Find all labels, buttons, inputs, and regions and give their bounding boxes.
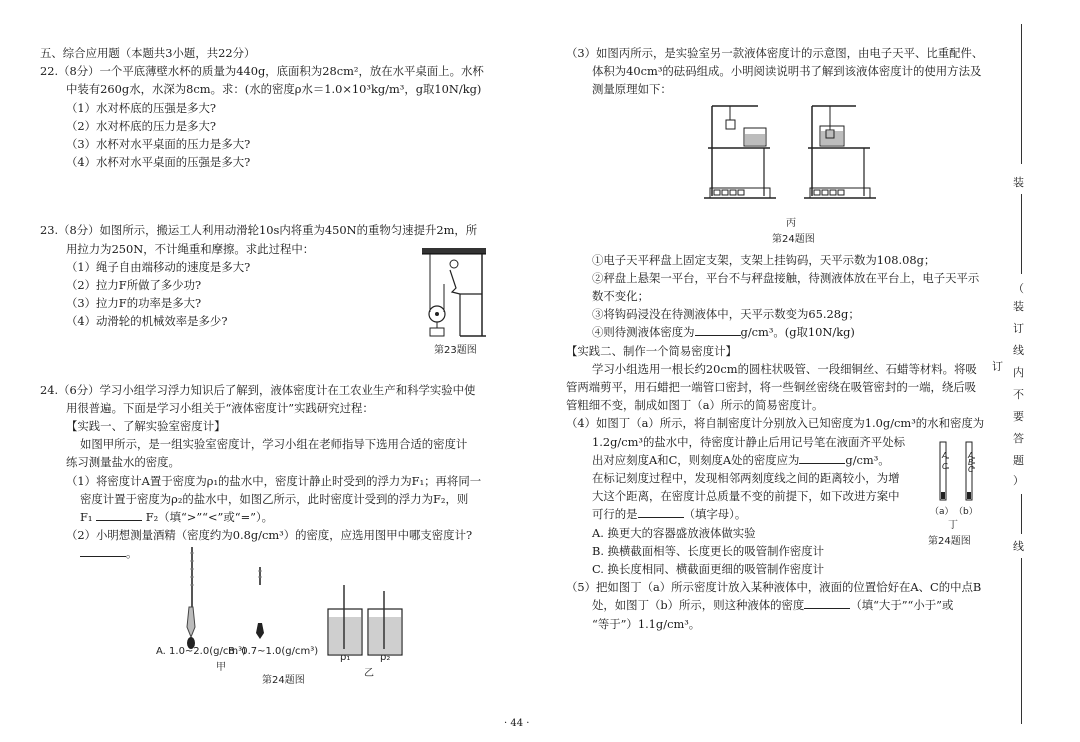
q24-4-f-pre: 可行的是 (592, 507, 638, 522)
binding-char-5: 不 (1013, 388, 1024, 401)
pulley-figure (420, 244, 490, 340)
practice-two-para: 学习小组选用一根长约20cm的圆柱状吸管、一段细铜丝、石蜡等材料。将吸 (592, 361, 977, 376)
q23-stem: 23.（8分）如图所示，搬运工人利用动滑轮10s内将重为450N的重物匀速提升2m，所 (40, 223, 478, 238)
q22-stem-cont: 中装有260g水，水深为8cm。求：(水的密度ρ水＝1.0×10³kg/m³，g取10N/kg) (66, 82, 482, 97)
fig23-caption: 第23题图 (434, 345, 477, 356)
label-b-right: B (968, 458, 974, 467)
fig24-rho2: ρ₂ (380, 652, 391, 663)
label-c-left: C (942, 462, 948, 471)
q24-4-f-post: （填字母）。 (683, 507, 747, 522)
q24-5-text: （5）把如图丁（a）所示密度计放入某种液体中，液面的位置恰好在A、C的中点B (566, 580, 982, 595)
fig24-caption-right: 第24题图 (772, 234, 815, 245)
binding-char-1: 装 (1013, 300, 1024, 313)
practice-one-heading: 【实践一、了解实验室密度计】 (66, 419, 226, 434)
q24-1-text-cont: 密度计置于密度为ρ₂的盐水中，如图乙所示，此时密度计受到的浮力为F₂，则 (80, 491, 469, 506)
fig24-label-a: A. 1.0~2.0(g/cm³) (156, 646, 246, 657)
q24-1-blank[interactable] (96, 508, 142, 521)
q24-4-text: （4）如图丁（a）所示，将自制密度计分别放入已知密度为1.0g/cm³的水和密度为 (566, 416, 985, 431)
q24-2-blank[interactable] (80, 544, 126, 557)
balance-figure (704, 100, 880, 212)
step-4 (566, 323, 1012, 341)
q24-5-pre: 处，如图丁（b）所示，则这种液体的密度 (592, 598, 805, 613)
fig-ding: 丁 (948, 520, 958, 531)
section-title: 五、综合应用题（本题共3小题，共22分） (40, 46, 256, 60)
binding-char-2: 订 (1013, 322, 1024, 335)
step-3: ③将钩码浸没在待测液体中，天平示数变为65.28g； (592, 307, 860, 322)
option-a: A. 换更大的容器盛放液体做实验 (592, 525, 756, 540)
q24-1-f2: F₂（填“>”“<”或“=”）。 (145, 510, 274, 525)
binding-xian: 线 (1013, 540, 1024, 553)
practice-two-para-cont: 管两端剪平，用石蜡把一端管口密封，将一些铜丝密绕在吸管密封的一端，绕后吸 (566, 380, 977, 395)
q24-3-text-cont2: 测量原理如下： (592, 82, 672, 97)
q24-3-text: （3）如图丙所示，是实验室另一款液体密度计的示意图，由电子天平、比重配件、 (566, 46, 984, 60)
binding-char-3: 线 (1013, 344, 1024, 357)
binding-paren-close: ） (1013, 474, 1024, 487)
q24-1-text: （1）将密度计A置于密度为ρ₁的盐水中，密度计静止时受到的浮力为F₁；再将同一 (66, 473, 482, 488)
q24-4-text-cont4: 大这个距离，在密度计总质量不变的前提下，如下改进方案中 (592, 489, 900, 504)
practice-two-heading: 【实践二、制作一个简易密度计】 (566, 343, 737, 358)
fig24-jia: 甲 (216, 662, 226, 673)
label-a-left: A (942, 451, 948, 460)
binding-ding: 订 (992, 360, 1003, 373)
page-number: · 44 · (504, 718, 530, 729)
q24-2-text: （2）小明想测量酒精（密度约为0.8g/cm³）的密度，应选用图甲中哪支密度计? (66, 528, 473, 543)
binding-paren-open: （ (1013, 282, 1024, 295)
step-4-pre: ④则待测液体密度为 (592, 325, 695, 340)
option-c: C. 换长度相同、横截面更细的吸管制作密度计 (592, 562, 824, 577)
step-2-cont: 数不变化； (592, 289, 649, 304)
practice-two-para-cont2: 管粗细不变，制成如图丁（a）所示的简易密度计。 (566, 398, 824, 413)
q23-item-3: （3）拉力F的功率是多大? (66, 296, 202, 311)
binding-char-8: 题 (1013, 454, 1024, 467)
q24-4-text-cont3: 在标记刻度过程中，发现相邻两刻度线之间的距离较小，为增 (592, 471, 900, 486)
q23-stem-cont: 用拉力为250N，不计绳重和摩擦。求此过程中： (66, 241, 315, 256)
step-1: ①电子天平秤盘上固定支架，支架上挂钩码，天平示数为108.08g； (592, 252, 936, 267)
q22-stem: 22.（8分）一个平底薄壁水杯的质量为440g，底面积为28cm²，放在水平桌面上。水杯 (40, 64, 484, 79)
step-2: ②秤盘上悬架一平台，平台不与秤盘接触，待测液体放在平台上，电子天平示 (592, 270, 980, 285)
binding-char-4: 内 (1013, 366, 1024, 379)
q23-item-2: （2）拉力F所做了多少功? (66, 278, 202, 293)
q22-item-4: （4）水杯对水平桌面的压强是多大? (66, 155, 251, 170)
practice-one-para: 如图甲所示，是一组实验室密度计，学习小组在老师指导下选用合适的密度计 (80, 437, 468, 452)
fig-bing-label: 丙 (786, 218, 796, 229)
q22-item-2: （2）水对杯底的压力是多大? (66, 118, 217, 133)
binding-char-7: 答 (1013, 432, 1024, 445)
practice-one-para-cont: 练习测量盐水的密度。 (66, 455, 180, 470)
binding-char-6: 要 (1013, 410, 1024, 423)
q24-5-post: （填“大于”“小于”或 (850, 598, 954, 613)
fig24-label-b: B. 0.7~1.0(g/cm³) (228, 646, 319, 657)
fig-ding-a: （a） (930, 507, 954, 517)
label-c-right: C (968, 465, 974, 474)
q24-1-answer-line (40, 508, 508, 526)
q24-4-blank-a[interactable] (799, 451, 845, 464)
q24-5-text-cont2: “等于”）1.1g/cm³。 (592, 616, 701, 631)
q24-1-f1: F₁ (80, 510, 93, 525)
q24-5-blank[interactable] (804, 596, 850, 609)
q24-2-period: 。 (126, 546, 138, 561)
binding-zhuang: 装 (1013, 176, 1024, 189)
q24-4-text-cont: 1.2g/cm³的盐水中，待密度计静止后用记号笔在液面齐平处标 (592, 434, 905, 449)
q23-item-4: （4）动滑轮的机械效率是多少? (66, 314, 228, 329)
q22-item-1: （1）水对杯底的压强是多大? (66, 100, 217, 115)
fig24-caption-left: 第24题图 (262, 675, 305, 686)
step-4-post: g/cm³。(g取10N/kg) (740, 325, 855, 340)
step-4-blank[interactable] (695, 323, 741, 336)
q24-4-pre: 出对应刻度A和C，则刻度A处的密度应为 (592, 452, 800, 467)
q22-item-3: （3）水杯对水平桌面的压力是多大? (66, 137, 251, 152)
fig24-rho1: ρ₁ (340, 652, 351, 663)
q24-stem: 24.（6分）学习小组学习浮力知识后了解到，液体密度计在工农业生产和科学实验中使 (40, 382, 476, 397)
fig-ding-b: （b） (954, 507, 978, 517)
q24-4-post: g/cm³。 (845, 452, 890, 467)
q23-item-1: （1）绳子自由端移动的速度是多大? (66, 259, 251, 274)
q24-5-text-cont (566, 596, 1012, 614)
option-b: B. 换横截面相等、长度更长的吸管制作密度计 (592, 543, 825, 558)
label-a-right: A (968, 451, 974, 460)
q24-4-blank-b[interactable] (638, 505, 684, 518)
fig24-yi: 乙 (364, 668, 374, 679)
binding-margin (1008, 24, 1028, 724)
q24-stem-cont: 用很普遍。下面是学习小组关于“液体密度计”实践研究过程： (66, 400, 374, 415)
fig-ding-caption: 第24题图 (928, 536, 971, 547)
q24-3-text-cont: 体积为40cm³的砝码组成。小明阅读说明书了解到该液体密度计的使用方法及 (592, 64, 982, 79)
